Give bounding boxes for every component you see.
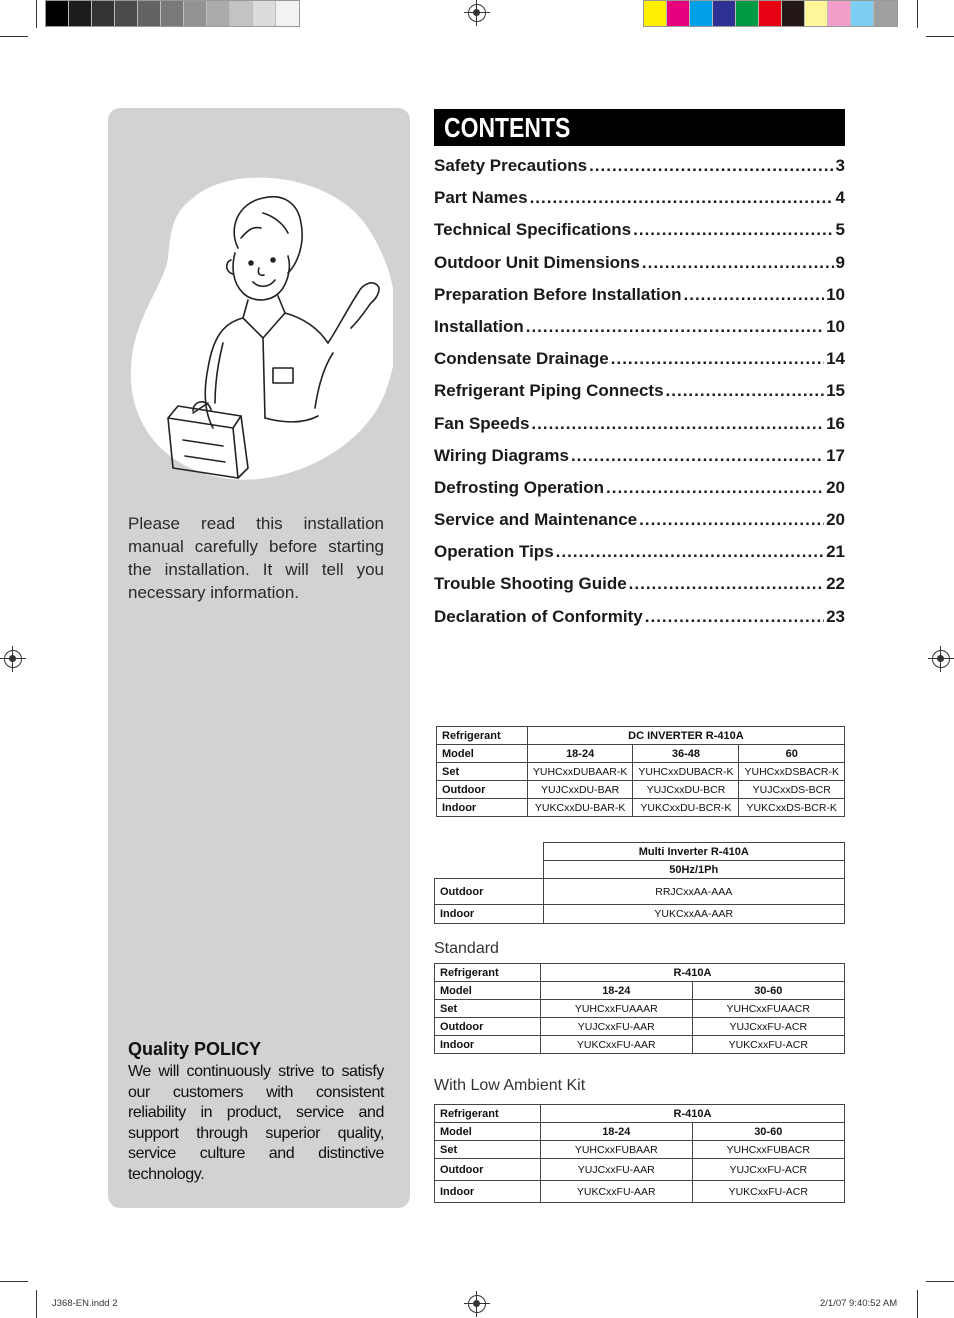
model-column: 60 — [739, 745, 845, 763]
toc-entry-page: 10 — [826, 284, 845, 304]
blank-cell — [435, 843, 544, 879]
toc-entry-page: 21 — [826, 542, 845, 562]
color-swatch — [253, 1, 276, 26]
footer-timestamp: 2/1/07 9:40:52 AM — [820, 1298, 898, 1309]
color-swatch — [851, 1, 874, 26]
toc-entry[interactable] — [434, 253, 845, 285]
registration-mark-icon — [468, 1295, 486, 1313]
toc-leader-dots — [633, 220, 833, 240]
color-swatch — [828, 1, 851, 26]
refrigerant-value: DC INVERTER R-410A — [527, 727, 844, 745]
toc-entry[interactable] — [434, 542, 845, 574]
toc-entry-title: Operation Tips — [434, 542, 554, 562]
toc-leader-dots — [642, 253, 834, 273]
row-label: Outdoor — [435, 1018, 541, 1036]
toc-entry-page: 20 — [826, 510, 845, 530]
table-cell: YUJCxxDU-BAR — [527, 781, 633, 799]
table-cell: YUJCxxDS-BCR — [739, 781, 845, 799]
color-swatch — [667, 1, 690, 26]
table-cell: YUKCxxDU-BAR-K — [527, 799, 633, 817]
toc-entry[interactable] — [434, 220, 845, 252]
table-cell: YUJCxxFU-AAR — [541, 1159, 693, 1181]
toc-leader-dots — [645, 607, 824, 627]
registration-mark-icon — [468, 4, 486, 22]
color-swatch — [69, 1, 92, 26]
row-label: Set — [437, 763, 528, 781]
model-column: 36-48 — [633, 745, 739, 763]
color-swatch — [736, 1, 759, 26]
refrigerant-value: R-410A — [541, 964, 845, 982]
toc-entry[interactable] — [434, 317, 845, 349]
grayscale-color-bar — [45, 0, 300, 27]
toc-entry[interactable] — [434, 478, 845, 510]
low-ambient-table — [434, 1104, 845, 1203]
table-cell: YUKCxxFU-AAR — [541, 1181, 693, 1203]
technician-illustration-icon — [123, 168, 393, 488]
toc-entry-page: 3 — [835, 156, 845, 175]
row-label: Indoor — [435, 1181, 541, 1203]
table-cell: YUHCxxDUBAAR-K — [527, 763, 633, 781]
color-swatch — [46, 1, 69, 26]
registration-mark-icon — [932, 650, 950, 668]
table-cell: YUKCxxFU-ACR — [692, 1036, 844, 1054]
row-label: Set — [435, 1000, 541, 1018]
contents-title — [434, 109, 845, 146]
toc-entry-title: Preparation Before Installation — [434, 284, 682, 304]
crop-mark — [917, 1290, 918, 1318]
quality-policy-title: Quality POLICY — [128, 1039, 262, 1059]
refrigerant-label: Refrigerant — [435, 1105, 541, 1123]
model-label: Model — [437, 745, 528, 763]
toc-leader-dots — [629, 574, 824, 594]
toc-entry-title: Technical Specifications — [434, 220, 632, 240]
table-cell: RRJCxxAA-AAA — [543, 879, 845, 905]
toc-entry-page: 4 — [835, 188, 845, 208]
toc-entry[interactable] — [434, 349, 845, 381]
toc-leader-dots — [684, 285, 825, 305]
toc-entry-page: 22 — [826, 574, 845, 594]
table-cell: YUKCxxDS-BCR-K — [739, 799, 845, 817]
intro-text: Please read this installation manual carefully before starting the installation. It will tell you necessary information. — [128, 514, 384, 602]
toc-entry-title: Outdoor Unit Dimensions — [434, 252, 640, 272]
table-cell: YUHCxxFUAAAR — [541, 1000, 693, 1018]
toc-leader-dots — [611, 349, 824, 369]
table-cell: YUHCxxDSBACR-K — [739, 763, 845, 781]
color-swatch — [138, 1, 161, 26]
toc-leader-dots — [526, 317, 824, 337]
row-label: Indoor — [435, 1036, 541, 1054]
crop-mark — [926, 36, 954, 37]
footer-file-name: J368-EN.indd 2 — [52, 1298, 118, 1309]
toc-entry[interactable] — [434, 156, 845, 188]
toc-entry[interactable] — [434, 414, 845, 446]
toc-entry-title: Refrigerant Piping Connects — [434, 381, 664, 401]
toc-entry-page: 23 — [826, 606, 845, 626]
toc-leader-dots — [606, 478, 824, 498]
refrigerant-label: Refrigerant — [437, 727, 528, 745]
table-cell: YUHCxxFUBACR — [692, 1141, 844, 1159]
toc-entry-title: Safety Precautions — [434, 156, 588, 175]
table-cell: YUJCxxFU-ACR — [692, 1159, 844, 1181]
toc-leader-dots — [589, 156, 833, 176]
color-swatch — [230, 1, 253, 26]
refrigerant-label: Refrigerant — [435, 964, 541, 982]
standard-caption: Standard — [434, 940, 499, 957]
color-swatch — [782, 1, 805, 26]
toc-entry[interactable] — [434, 607, 845, 639]
low-ambient-caption: With Low Ambient Kit — [434, 1077, 586, 1094]
multi-subheader: 50Hz/1Ph — [543, 861, 845, 879]
crop-mark — [36, 0, 37, 28]
row-label: Indoor — [435, 905, 544, 924]
table-cell: YUJCxxFU-AAR — [541, 1018, 693, 1036]
toc-leader-dots — [666, 381, 825, 401]
model-column: 18-24 — [541, 982, 693, 1000]
contents-title-text: CONTENTS — [444, 112, 571, 143]
dc-inverter-table — [436, 726, 845, 817]
table-cell: YUJCxxDU-BCR — [633, 781, 739, 799]
toc-entry-page: 5 — [835, 220, 845, 240]
toc-entry-title: Condensate Drainage — [434, 349, 609, 369]
standard-table — [434, 963, 845, 1054]
crop-mark — [0, 36, 28, 37]
toc-entry[interactable] — [434, 574, 845, 606]
crop-mark — [917, 0, 918, 28]
color-swatch — [644, 1, 667, 26]
model-column: 18-24 — [541, 1123, 693, 1141]
color-swatch — [874, 1, 897, 26]
toc-entry[interactable] — [434, 510, 845, 542]
toc-entry-title: Installation — [434, 316, 524, 336]
table-of-contents — [434, 156, 845, 639]
toc-entry-page: 14 — [826, 349, 845, 369]
crop-mark — [926, 1281, 954, 1282]
toc-leader-dots — [556, 542, 824, 562]
color-swatch — [92, 1, 115, 26]
multi-header: Multi Inverter R-410A — [543, 843, 845, 861]
model-column: 18-24 — [527, 745, 633, 763]
color-swatch — [713, 1, 736, 26]
toc-entry-title: Wiring Diagrams — [434, 445, 569, 465]
toc-leader-dots — [639, 510, 824, 530]
toc-entry-page: 15 — [826, 381, 845, 401]
color-swatch — [805, 1, 828, 26]
toc-leader-dots — [531, 414, 824, 434]
crop-mark — [36, 1290, 37, 1318]
toc-entry-page: 10 — [826, 316, 845, 336]
table-cell: YUHCxxDUBACR-K — [633, 763, 739, 781]
color-swatch — [207, 1, 230, 26]
color-swatch — [276, 1, 299, 26]
toc-entry-title: Declaration of Conformity — [434, 606, 643, 626]
row-label: Indoor — [437, 799, 528, 817]
toc-entry-page: 9 — [835, 252, 845, 272]
table-cell: YUKCxxFU-ACR — [692, 1181, 844, 1203]
toc-entry-page: 20 — [826, 477, 845, 497]
toc-entry-title: Trouble Shooting Guide — [434, 574, 627, 594]
crop-mark — [0, 1281, 28, 1282]
table-cell: YUJCxxFU-ACR — [692, 1018, 844, 1036]
toc-entry[interactable] — [434, 446, 845, 478]
toc-leader-dots — [571, 446, 824, 466]
registration-mark-icon — [4, 650, 22, 668]
model-label: Model — [435, 982, 541, 1000]
process-color-bar — [643, 0, 898, 27]
toc-entry-page: 16 — [826, 413, 845, 433]
toc-entry[interactable] — [434, 285, 845, 317]
toc-entry[interactable] — [434, 188, 845, 220]
row-label: Outdoor — [435, 1159, 541, 1181]
table-cell: YUKCxxDU-BCR-K — [633, 799, 739, 817]
toc-entry-title: Defrosting Operation — [434, 477, 605, 497]
color-swatch — [690, 1, 713, 26]
table-cell: YUKCxxFU-AAR — [541, 1036, 693, 1054]
model-column: 30-60 — [692, 982, 844, 1000]
table-cell: YUHCxxFUBAAR — [541, 1141, 693, 1159]
toc-entry-title: Service and Maintenance — [434, 510, 638, 530]
color-swatch — [115, 1, 138, 26]
toc-entry-title: Fan Speeds — [434, 413, 530, 433]
row-label: Set — [435, 1141, 541, 1159]
row-label: Outdoor — [437, 781, 528, 799]
sidebar-panel — [108, 108, 410, 1208]
color-swatch — [759, 1, 782, 26]
table-cell: YUHCxxFUAACR — [692, 1000, 844, 1018]
color-swatch — [184, 1, 207, 26]
refrigerant-value: R-410A — [541, 1105, 845, 1123]
multi-inverter-table — [434, 842, 845, 924]
color-swatch — [161, 1, 184, 26]
model-label: Model — [435, 1123, 541, 1141]
toc-entry-title: Part Names — [434, 188, 528, 208]
table-cell: YUKCxxAA-AAR — [543, 905, 845, 924]
toc-entry-page: 17 — [826, 445, 845, 465]
model-column: 30-60 — [692, 1123, 844, 1141]
quality-policy-text: We will continuously strive to satisfy our customers with consistent reliability in product, service and support through superior quality, service culture and distinctive technology. — [128, 1063, 384, 1183]
row-label: Outdoor — [435, 879, 544, 905]
toc-leader-dots — [530, 188, 834, 208]
toc-entry[interactable] — [434, 381, 845, 413]
